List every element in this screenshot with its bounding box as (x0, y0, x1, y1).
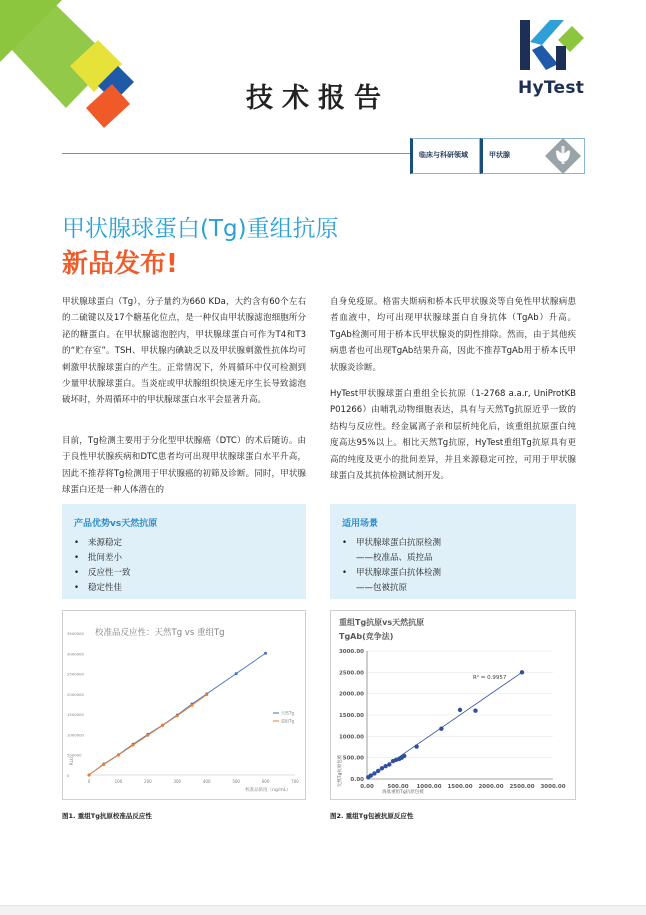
y-axis-label: 天然Tg抗原包被 (338, 754, 343, 788)
y-tick-label: 1000.00 (338, 734, 364, 741)
body-paragraph-3: 自身免疫原。格雷夫斯病和桥本氏甲状腺炎等自免性甲状腺病患者血液中，均可出现甲状腺球蛋白自身抗体（TgAb）升高。TgAb检测可用于桥本氏甲状腺炎的阴性排除。然而，由于其他疾病患者也可出现TgAb结果升高，因此不推荐TgAb用于桥本氏甲状腺炎诊断。 (330, 297, 576, 373)
hytest-logo-text: HyTest (518, 78, 585, 98)
data-point (376, 769, 380, 773)
list-item: ——包被抗原 (356, 583, 408, 593)
data-point (264, 652, 267, 655)
list-item: • 反应性一致 (74, 566, 131, 581)
x-tick-label: 200 (144, 779, 152, 784)
x-tick-label: 1500.00 (447, 784, 473, 790)
x-tick-label: 700 (291, 779, 299, 784)
y-tick-label: 2000000 (67, 691, 84, 697)
applications-title: 适用场景 (342, 519, 379, 529)
y-tick-label: 2000.00 (338, 691, 364, 698)
data-point (473, 709, 477, 713)
data-point (387, 762, 391, 766)
decorative-corner-graphic (0, 0, 150, 150)
x-tick-label: 500.00 (387, 784, 409, 790)
calibrator-reactivity-chart (63, 611, 305, 799)
list-item: • 甲状腺球蛋白抗体检测 (342, 566, 441, 581)
chart-2-frame (330, 610, 576, 800)
data-point (191, 704, 194, 707)
x-tick-label: 600 (261, 779, 270, 784)
y-tick-label: 2500000 (67, 671, 84, 677)
data-point (132, 743, 135, 746)
x-tick-label: 400 (202, 779, 211, 784)
x-tick-label: 0.00 (360, 784, 374, 790)
y-tick-label: 1000000 (67, 732, 84, 738)
data-point (369, 773, 373, 777)
chart-subtitle: TgAb(竞争法) (339, 632, 394, 641)
y-tick-label: 500.00 (342, 755, 364, 762)
list-item: ——校准品、质控品 (356, 553, 433, 563)
data-point (372, 771, 376, 775)
list-item: • 甲状腺球蛋白抗原检测 (342, 536, 441, 551)
x-tick-label: 2500.00 (509, 784, 535, 790)
y-tick-label: 3000.00 (338, 649, 364, 655)
y-tick-label: 3000000 (67, 651, 84, 657)
x-tick-label: 1000.00 (416, 784, 442, 790)
y-tick-label: 2500.00 (338, 670, 364, 677)
list-item: • 稳定性佳 (74, 581, 131, 596)
data-point (102, 763, 105, 766)
advantages-title: 产品优势vs天然抗原 (74, 519, 158, 529)
list-item: • 来源稳定 (74, 536, 131, 551)
body-paragraph-2: 目前，Tg检测主要用于分化型甲状腺癌（DTC）的术后随访。由于良性甲状腺疾病和DTC患者均可出现甲状腺球蛋白水平升高，因此不推荐将Tg检测用于甲状腺癌的初筛及诊断。同时，甲状腺球蛋白还是一种人体潜在的 (62, 436, 306, 496)
data-point (380, 766, 384, 770)
x-tick-label: 100 (114, 779, 123, 784)
data-point (205, 693, 208, 696)
applications-list (342, 536, 441, 596)
main-title-line1: 甲状腺球蛋白(Tg)重组抗原 (62, 216, 339, 242)
x-tick-label: 2000.00 (478, 784, 504, 790)
x-tick-label: 300 (173, 779, 182, 784)
data-point (176, 714, 179, 717)
data-point (117, 754, 120, 757)
data-point (235, 672, 238, 675)
list-item: • 批间差小 (74, 551, 131, 566)
legend-label-1: 重组Tg (281, 718, 294, 724)
data-point (161, 724, 164, 727)
main-title-line2: 新品发布! (62, 249, 178, 279)
data-point (402, 754, 406, 758)
advantages-list (74, 536, 131, 596)
applications-panel (330, 504, 576, 599)
page-footer-bar (0, 905, 646, 915)
coating-antigen-scatter-chart (331, 611, 575, 799)
x-tick-label: 0 (87, 779, 91, 784)
r-squared-label: R² = 0.9957 (473, 675, 507, 681)
x-axis-label: 校准品浓度（ng/mL） (245, 788, 291, 793)
x-tick-label: 500 (232, 779, 240, 784)
x-axis-label: 海肽重组Tg抗原包被 (382, 790, 424, 795)
figure-1-caption: 图1. 重组Tg抗原校准品反应性 (62, 812, 152, 820)
report-title: 技术报告 (246, 83, 390, 114)
tag-clinical-research: 临床与科研领域 (410, 138, 480, 174)
chart-title: 校准品反应性：天然Tg vs 重组Tg (95, 628, 225, 638)
data-point (414, 744, 418, 748)
data-point (458, 708, 462, 712)
body-paragraph-1: 甲状腺球蛋白（Tg），分子量约为660 KDa，大约含有60个左右的二硫键以及17个糖基化位点，是一种仅由甲状腺滤泡细胞所分泌的糖蛋白。在甲状腺滤泡腔内，甲状腺球蛋白可作为T4和T3的“贮存室”。TSH、甲状腺内碘缺乏以及甲状腺刺激性抗体均可刺激甲状腺球蛋白的产生。正常情况下，外周循环中仅可检测到少量甲状腺球蛋白。当炎症或甲状腺组织快速无序生长导致滤泡破坏时，外周循环中的甲状腺球蛋白水平会显著升高。 (62, 297, 306, 406)
x-tick-label: 3000.00 (540, 784, 566, 790)
data-point (520, 670, 524, 674)
data-point (146, 734, 149, 737)
y-tick-label: 0.00 (350, 777, 364, 783)
chart-1-frame (62, 610, 306, 800)
chart-title: 重组Tg抗原vs天然抗原 (339, 618, 425, 627)
y-tick-label: 1500000 (67, 712, 84, 718)
data-point (439, 726, 443, 730)
y-tick-label: 0 (67, 773, 70, 778)
tag-thyroid: 甲状腺 (480, 138, 585, 174)
y-axis-label: RLU (70, 756, 75, 766)
thyroid-icon (544, 137, 582, 175)
y-tick-label: 1500.00 (338, 713, 364, 719)
advantages-panel (62, 504, 306, 599)
header-divider (62, 153, 410, 154)
figure-2-caption: 图2. 重组Tg包被抗原反应性 (330, 812, 414, 820)
legend-label-0: 天然Tg (281, 710, 294, 716)
data-point (88, 774, 91, 777)
y-tick-label: 3500000 (67, 631, 84, 636)
body-paragraph-4: HyTest甲状腺球蛋白重组全长抗原（1-2768 a.a.r, UniProtKB P01266）由哺乳动物细胞表达，具有与天然Tg抗原近乎一致的结构与反应性。经金属离子亲和层析纯化后，该重组抗原蛋白纯度高达95%以上。相比天然Tg抗原，HyTest重组Tg抗原具有更高的纯度及更小的批间差异，并且来源稳定可控，可用于甲状腺球蛋白及其抗体检测试剂开发。 (330, 389, 576, 482)
y-tick-label: 500000 (67, 752, 82, 758)
